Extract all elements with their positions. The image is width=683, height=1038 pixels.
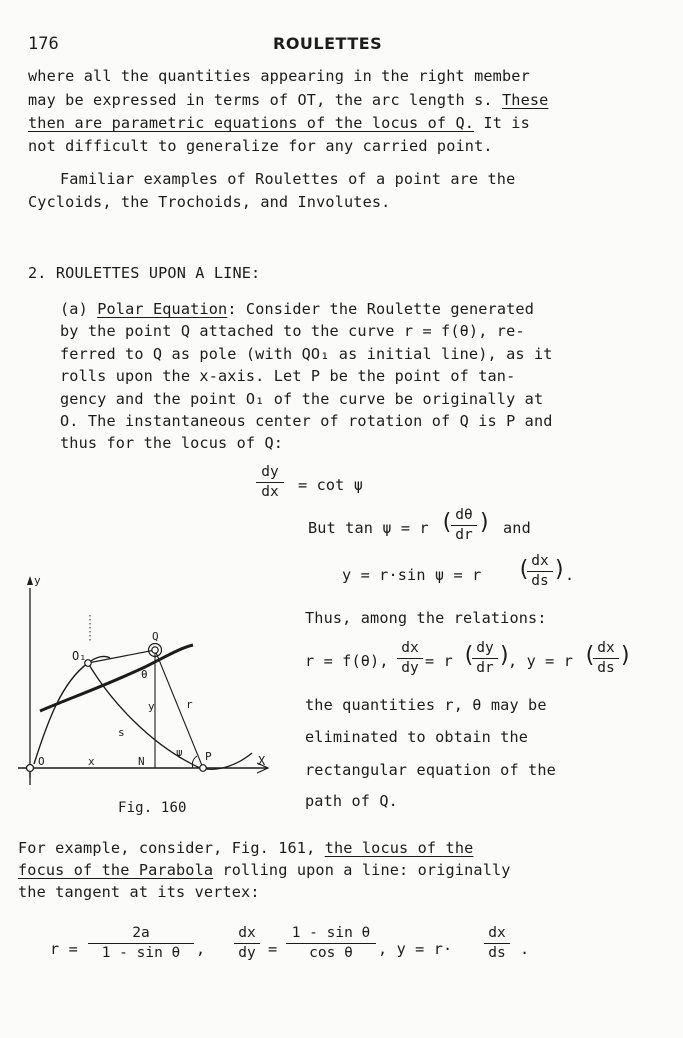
para1-line1: where all the quantities appearing in the right member bbox=[28, 67, 530, 85]
paren-open: ( bbox=[517, 557, 531, 582]
underlined-text: focus of the Parabola bbox=[18, 861, 214, 879]
fig-label-q: Q bbox=[152, 630, 159, 643]
eq5-fraction1: 2a 1 - sin θ bbox=[88, 926, 194, 960]
paren-close: ) bbox=[553, 557, 567, 582]
fig-label-psi: ψ bbox=[176, 746, 183, 759]
para3-line3: ferred to Q as pole (with QO₁ as initial line), as it bbox=[60, 345, 553, 363]
eq1-rhs: = cot ψ bbox=[298, 476, 364, 494]
eq1-fraction: dy dx bbox=[256, 465, 284, 499]
eq5-fraction2: dx dy bbox=[234, 926, 260, 960]
para2-line1: Familiar examples of Roulettes of a point are the bbox=[60, 170, 516, 188]
para2-line2: Cycloids, the Trochoids, and Involutes. bbox=[28, 193, 391, 211]
paren-open: ( bbox=[440, 510, 454, 535]
fig-label-p: P bbox=[205, 750, 212, 763]
fig-label-y2: y bbox=[148, 700, 155, 713]
y-axis-arrow-icon bbox=[27, 576, 33, 585]
page-number: 176 bbox=[28, 34, 59, 54]
underlined-text: the locus of the bbox=[324, 839, 474, 857]
fig-label-n: N bbox=[138, 755, 145, 768]
point-p bbox=[200, 765, 207, 772]
eq4-a: r = f(θ), bbox=[305, 652, 389, 670]
fig-label-x: x bbox=[88, 755, 95, 768]
eq3-fraction: dx ds bbox=[527, 554, 553, 588]
figure-160 bbox=[0, 560, 300, 820]
fig-label-x-axis: X bbox=[258, 754, 266, 768]
figure-caption: Fig. 160 bbox=[118, 800, 187, 816]
para4-line1: For example, consider, Fig. 161, the locus of the bbox=[18, 839, 474, 857]
point-o bbox=[27, 765, 34, 772]
para3-line1: (a) Polar Equation: Consider the Roulette generated bbox=[60, 300, 535, 318]
eq5-fraction4: dx ds bbox=[484, 926, 510, 960]
paren-open: ( bbox=[583, 643, 597, 668]
roulette-path bbox=[40, 645, 193, 711]
para3-line4: rolls upon the x-axis. Let P be the point of tan- bbox=[60, 367, 516, 385]
underlined-text: Polar Equation bbox=[97, 300, 228, 318]
fig-label-o1: O₁ bbox=[72, 649, 87, 663]
eq5-end: . bbox=[520, 940, 530, 958]
para1-line3: then are parametric equations of the locus of Q. It is bbox=[28, 114, 530, 132]
eq5-a: r = bbox=[50, 940, 78, 958]
running-title: ROULETTES bbox=[273, 34, 383, 53]
para4-line3: the tangent at its vertex: bbox=[18, 883, 260, 901]
para3-line2: by the point Q attached to the curve r = f(θ), re- bbox=[60, 322, 525, 340]
para3-line5: gency and the point O₁ of the curve be originally at bbox=[60, 390, 544, 408]
para1-line4: not difficult to generalize for any carried point. bbox=[28, 137, 493, 155]
fig-label-theta: θ bbox=[141, 668, 148, 681]
eq5-fraction3: 1 - sin θ cos θ bbox=[286, 926, 376, 960]
eq5-comma: , bbox=[196, 940, 206, 958]
eq5-b: , y = r· bbox=[378, 940, 453, 958]
eq4-fraction3: dx ds bbox=[593, 641, 619, 675]
para1-line2: may be expressed in terms of OT, the arc length s. These bbox=[28, 91, 549, 109]
para3-line6: O. The instantaneous center of rotation of Q is P and bbox=[60, 412, 553, 430]
fig-label-s: s bbox=[118, 726, 125, 739]
side-text-line1: Thus, among the relations: bbox=[305, 609, 547, 627]
eq4-fraction1: dx dy bbox=[397, 641, 423, 675]
point-q bbox=[152, 647, 158, 653]
eq4-b: = r bbox=[425, 652, 453, 670]
paren-close: ) bbox=[478, 510, 492, 535]
side-text-line7: rectangular equation of the bbox=[305, 761, 556, 779]
underlined-text: then are parametric equations of the locus of Q. bbox=[28, 114, 475, 132]
eq2-lead: But tan ψ = r bbox=[308, 519, 429, 537]
eq3-tail: . bbox=[565, 566, 575, 584]
arc-s bbox=[88, 663, 252, 769]
section-heading: 2. ROULETTES UPON A LINE: bbox=[28, 264, 261, 282]
side-text-line6: eliminated to obtain the bbox=[305, 728, 529, 746]
fig-label-o: O bbox=[38, 755, 45, 768]
eq2-fraction: dθ dr bbox=[451, 508, 477, 542]
paren-close: ) bbox=[619, 643, 633, 668]
eq4-c: , y = r bbox=[508, 652, 574, 670]
paren-open: ( bbox=[462, 643, 476, 668]
fig-label-y: y bbox=[34, 574, 41, 587]
paren-close: ) bbox=[498, 643, 512, 668]
eq3-lead: y = r·sin ψ = r bbox=[342, 566, 482, 584]
side-text-line5: the quantities r, θ may be bbox=[305, 696, 547, 714]
eq2-tail: and bbox=[503, 519, 531, 537]
side-text-line8: path of Q. bbox=[305, 792, 398, 810]
eq4-fraction2: dy dr bbox=[472, 641, 498, 675]
fig-label-r: r bbox=[186, 698, 193, 711]
underlined-text: These bbox=[501, 91, 549, 109]
para3-line7: thus for the locus of Q: bbox=[60, 434, 284, 452]
para4-line2: focus of the Parabola rolling upon a line: originally bbox=[18, 861, 511, 879]
eq5-equals: = bbox=[268, 940, 278, 958]
